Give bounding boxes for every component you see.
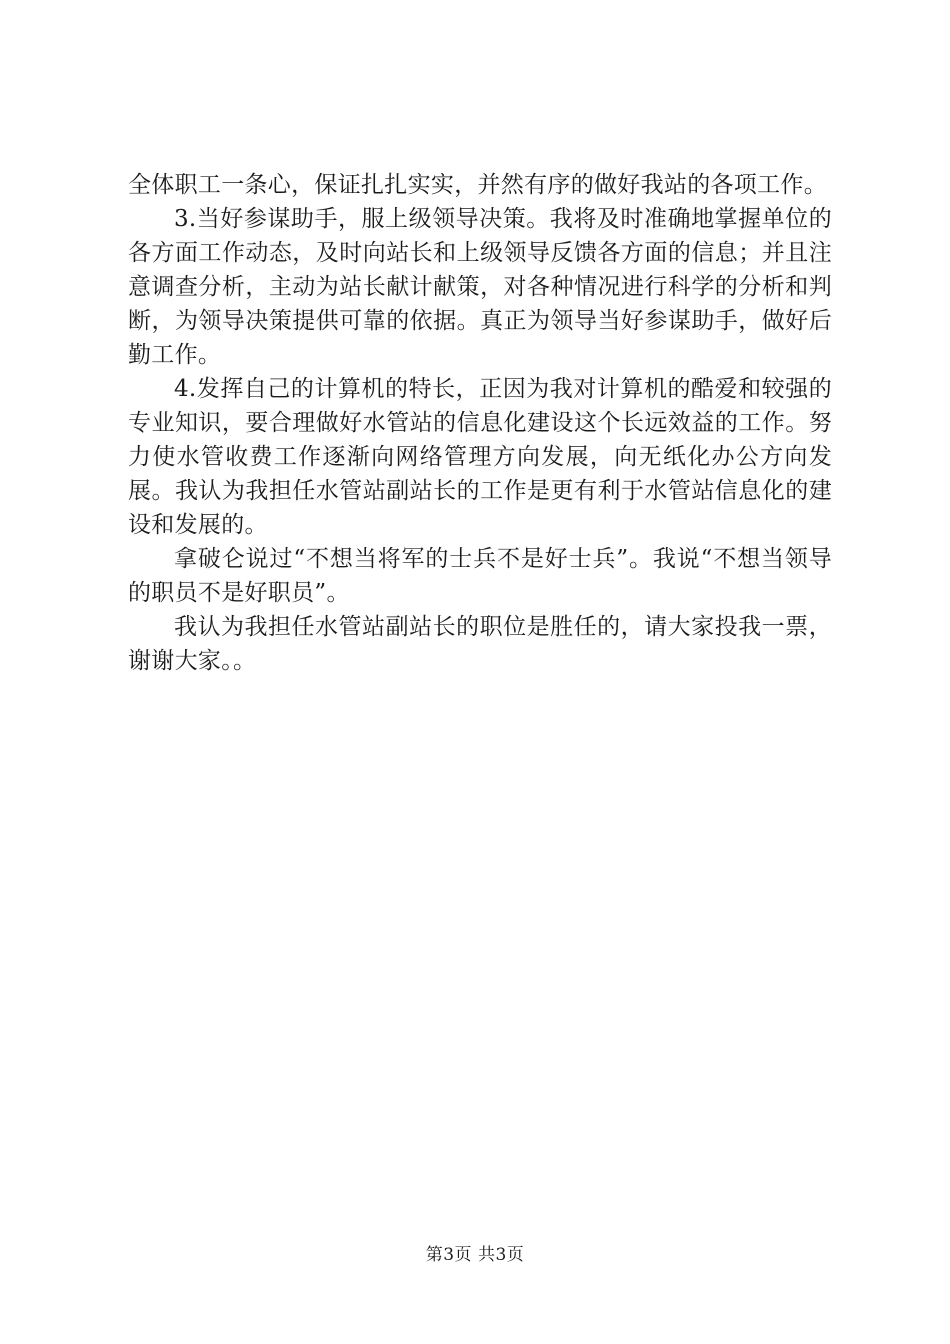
document-body (128, 168, 832, 678)
paragraph-1: 全体职工一条心，保证扎扎实实，并然有序的做好我站的各项工作。 (128, 172, 827, 198)
paragraph-2: 3.当好参谋助手，服上级领导决策。我将及时准确地掌握单位的各方面工作动态，及时向站长和上级领导反馈各方面的信息；并且注意调查分析，主动为站长献计献策，对各种情况进行科学的分析和判断，为领导决策提供可靠的依据。真正为领导当好参谋助手，做好后勤工作。 (128, 206, 832, 368)
paragraph-3: 4.发挥自己的计算机的特长，正因为我对计算机的酷爱和较强的专业知识，要合理做好水管站的信息化建设这个长远效益的工作。努力使水管收费工作逐渐向网络管理方向发展，向无纸化办公方向发展。我认为我担任水管站副站长的工作是更有利于水管站信息化的建设和发展的。 (128, 376, 832, 538)
paragraph-5: 我认为我担任水管站副站长的职位是胜任的，请大家投我一票，谢谢大家。。 (128, 614, 832, 674)
paragraph-4: 拿破仑说过“不想当将军的士兵不是好士兵”。我说“不想当领导的职员不是好职员”。 (128, 546, 832, 606)
page-number-footer: 第3页 共3页 (425, 1245, 525, 1265)
